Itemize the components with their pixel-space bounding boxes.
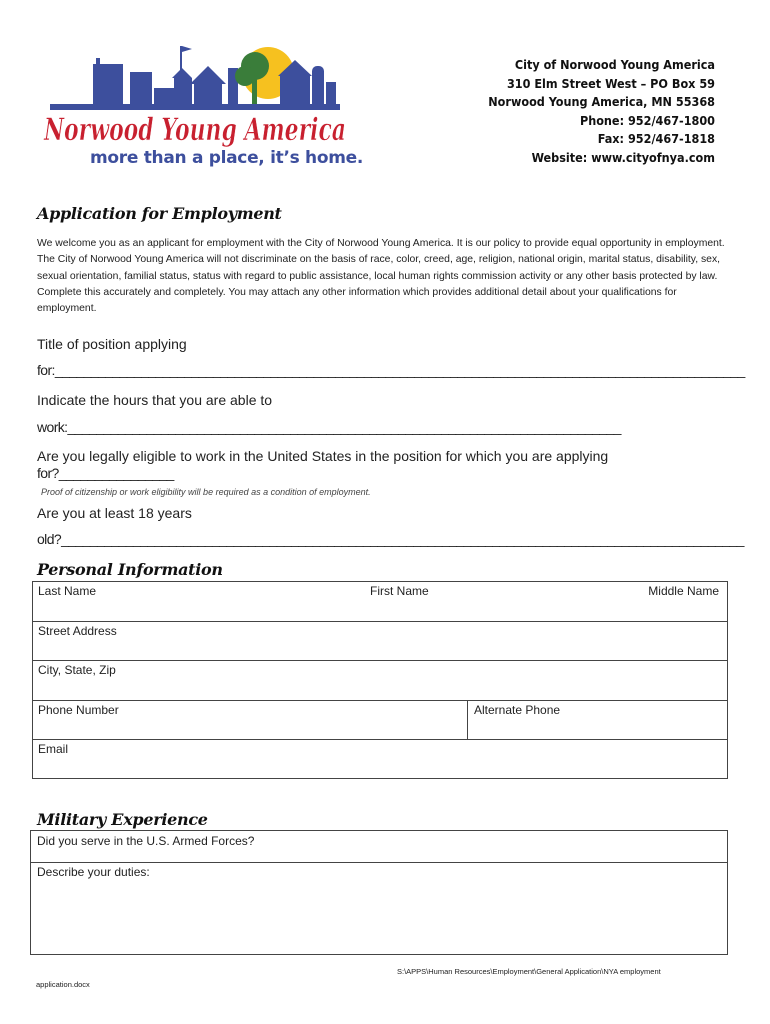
- q-position-label: Title of position applying: [37, 336, 187, 352]
- org-name: City of Norwood Young America: [514, 57, 715, 72]
- logo-tagline: more than a place, it’s home.: [90, 148, 364, 168]
- q-position-line: for:________________________________________________________________________________________________: [37, 362, 745, 378]
- city-state-zip-label: City, State, Zip: [38, 663, 116, 677]
- q-age-label: Are you at least 18 years: [37, 505, 192, 521]
- alt-phone-label: Alternate Phone: [474, 703, 561, 717]
- intro-paragraph: We welcome you as an applicant for employment with the City of Norwood Young America. It is our policy to provide equal opportunity in employment. The City of Norwood Young America will not discriminate on the basis of race, color, creed, age, religion, national origin, marital status, disability, sex, sexual orientation, familial status, status with regard to public assistance, local human rights commission activity or any other basis protected by law. Complete this accurately and completely. You may attach any other information which provides additional detail about your qualifications for employment.: [37, 238, 725, 315]
- logo-wordmark: Norwood Young America: [43, 112, 346, 148]
- org-phone: Phone: 952/467-1800: [579, 112, 715, 128]
- contact-block: [488, 56, 715, 168]
- military-heading: Military Experience: [37, 810, 208, 829]
- q-hours-line: work:_____________________________________________________________________________: [37, 419, 621, 435]
- q-hours-label: Indicate the hours that you are able to: [37, 392, 273, 408]
- q-eligible-label: Are you legally eligible to work in the United States in the position for which you are applying: [37, 448, 609, 464]
- footer-file-name: application.docx: [36, 980, 90, 989]
- served-field[interactable]: [30, 830, 728, 863]
- city-state-zip-field[interactable]: [32, 660, 728, 701]
- email-field[interactable]: [32, 739, 728, 779]
- org-website[interactable]: Website: www.cityofnya.com: [531, 149, 715, 165]
- served-label: Did you serve in the U.S. Armed Forces?: [37, 834, 255, 848]
- q-hours-field[interactable]: [37, 419, 621, 435]
- phone-label: Phone Number: [38, 703, 119, 717]
- org-city: Norwood Young America, MN 55368: [488, 94, 715, 110]
- org-address: 310 Elm Street West – PO Box 59: [506, 75, 715, 91]
- eligibility-note: Proof of citizenship or work eligibility will be required as a condition of employment.: [41, 487, 371, 497]
- q-age-field[interactable]: [37, 531, 744, 547]
- email-label: Email: [38, 742, 69, 756]
- footer-file-path: S:\APPS\Human Resources\Employment\General Application\NYA employment: [397, 967, 661, 976]
- last-name-label: Last Name: [38, 584, 97, 598]
- q-age-line: old?_______________________________________________________________________________________________: [37, 531, 744, 547]
- skyline-icon: [50, 46, 340, 110]
- q-position-field[interactable]: [37, 362, 745, 378]
- street-address-label: Street Address: [38, 624, 117, 638]
- org-fax: Fax: 952/467-1818: [597, 131, 715, 147]
- first-name-label: First Name: [370, 584, 429, 598]
- q-eligible-field[interactable]: [37, 465, 174, 481]
- street-address-field[interactable]: [32, 621, 728, 661]
- alt-phone-field[interactable]: [467, 700, 728, 740]
- middle-name-label: Middle Name: [648, 584, 719, 598]
- application-title: Application for Employment: [37, 204, 282, 223]
- q-eligible-line: for?________________: [37, 465, 174, 481]
- personal-info-heading: Personal Information: [37, 560, 223, 579]
- name-row[interactable]: [32, 581, 728, 622]
- phone-field[interactable]: [32, 700, 468, 740]
- duties-field[interactable]: [30, 862, 728, 955]
- duties-label: Describe your duties:: [37, 865, 150, 879]
